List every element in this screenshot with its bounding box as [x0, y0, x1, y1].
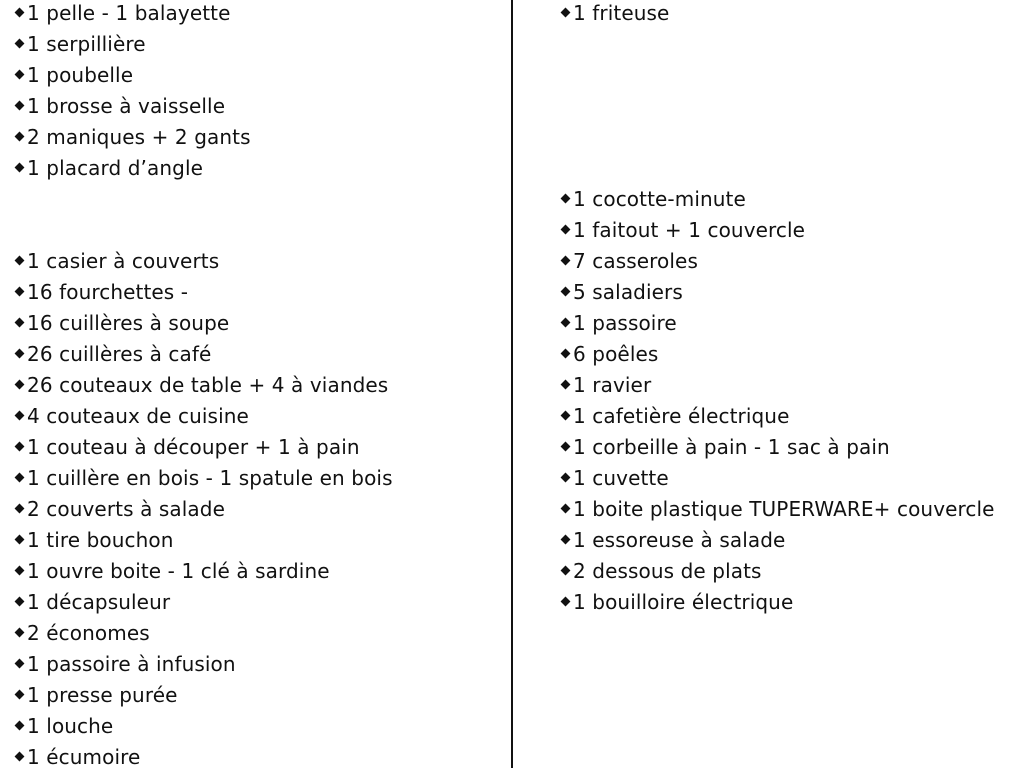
- list-item-label: 1 cuillère en bois - 1 spatule en bois: [27, 466, 393, 490]
- list-item-label: 1 tire bouchon: [27, 528, 174, 552]
- list-item: [560, 216, 805, 247]
- diamond-bullet-icon: [15, 380, 25, 390]
- list-item-label: 1 pelle - 1 balayette: [27, 1, 231, 25]
- list-item-label: 1 faitout + 1 couvercle: [573, 218, 806, 242]
- list-item: [14, 557, 330, 588]
- list-item-label: 1 ouvre boite - 1 clé à sardine: [27, 559, 330, 583]
- diamond-bullet-icon: [15, 39, 25, 49]
- diamond-bullet-icon: [15, 318, 25, 328]
- list-item-label: 1 bouilloire électrique: [573, 590, 794, 614]
- list-item-label: 1 ravier: [573, 373, 652, 397]
- diamond-bullet-icon: [15, 287, 25, 297]
- diamond-bullet-icon: [15, 349, 25, 359]
- list-item: [14, 495, 225, 526]
- list-item: [14, 154, 203, 185]
- list-item: [14, 650, 236, 681]
- list-item: [560, 278, 683, 309]
- diamond-bullet-icon: [15, 132, 25, 142]
- list-item: [560, 433, 890, 464]
- list-item: [560, 340, 658, 371]
- list-item-label: 1 passoire à infusion: [27, 652, 236, 676]
- diamond-bullet-icon: [561, 380, 571, 390]
- diamond-bullet-icon: [15, 70, 25, 80]
- list-item-label: 1 poubelle: [27, 63, 134, 87]
- column-divider: [511, 0, 513, 768]
- diamond-bullet-icon: [15, 535, 25, 545]
- diamond-bullet-icon: [561, 473, 571, 483]
- list-item-label: 1 passoire: [573, 311, 677, 335]
- diamond-bullet-icon: [15, 752, 25, 762]
- list-item: [14, 712, 113, 743]
- list-item: [14, 526, 174, 557]
- diamond-bullet-icon: [15, 659, 25, 669]
- list-item-label: 1 décapsuleur: [27, 590, 171, 614]
- list-item-label: 1 presse purée: [27, 683, 178, 707]
- diamond-bullet-icon: [15, 163, 25, 173]
- list-item: [14, 433, 360, 464]
- list-item: [560, 557, 762, 588]
- list-item-label: 1 brosse à vaisselle: [27, 94, 226, 118]
- list-item: [14, 619, 150, 650]
- list-item-label: 1 friteuse: [573, 1, 670, 25]
- diamond-bullet-icon: [561, 504, 571, 514]
- list-item-label: 1 cuvette: [573, 466, 669, 490]
- list-item: [560, 588, 793, 619]
- diamond-bullet-icon: [561, 442, 571, 452]
- list-item-label: 16 cuillères à soupe: [27, 311, 230, 335]
- list-item: [560, 402, 790, 433]
- diamond-bullet-icon: [561, 566, 571, 576]
- list-item: [560, 185, 746, 216]
- diamond-bullet-icon: [15, 256, 25, 266]
- list-item: [14, 464, 393, 495]
- list-item: [560, 526, 785, 557]
- list-item: [14, 309, 229, 340]
- list-item: [14, 0, 231, 30]
- list-item-label: 1 écumoire: [27, 745, 141, 769]
- list-item-label: 2 couverts à salade: [27, 497, 225, 521]
- diamond-bullet-icon: [15, 8, 25, 18]
- list-item-label: 1 boite plastique TUPERWARE+ couvercle: [573, 497, 995, 521]
- list-item-label: 26 cuillères à café: [27, 342, 212, 366]
- list-item-label: 1 louche: [27, 714, 114, 738]
- list-item: [14, 371, 388, 402]
- list-item-label: 1 couteau à découper + 1 à pain: [27, 435, 360, 459]
- list-item: [560, 464, 669, 495]
- list-item-label: 1 casier à couverts: [27, 249, 220, 273]
- list-item: [14, 340, 211, 371]
- list-item-label: 2 maniques + 2 gants: [27, 125, 251, 149]
- diamond-bullet-icon: [15, 597, 25, 607]
- list-item-label: 5 saladiers: [573, 280, 683, 304]
- list-item: [14, 588, 170, 619]
- diamond-bullet-icon: [561, 349, 571, 359]
- list-item-label: 26 couteaux de table + 4 à viandes: [27, 373, 389, 397]
- diamond-bullet-icon: [15, 628, 25, 638]
- diamond-bullet-icon: [561, 597, 571, 607]
- list-item: [560, 0, 669, 30]
- list-item-label: 1 cocotte-minute: [573, 187, 746, 211]
- list-item-label: 1 cafetière électrique: [573, 404, 790, 428]
- list-item-label: 1 serpillière: [27, 32, 146, 56]
- diamond-bullet-icon: [561, 535, 571, 545]
- list-item: [14, 681, 178, 712]
- diamond-bullet-icon: [15, 442, 25, 452]
- list-item-label: 2 économes: [27, 621, 150, 645]
- list-item-label: 16 fourchettes -: [27, 280, 189, 304]
- list-item: [14, 92, 225, 123]
- list-item: [560, 495, 995, 526]
- list-item: [560, 247, 698, 278]
- list-item: [14, 402, 249, 433]
- diamond-bullet-icon: [561, 287, 571, 297]
- list-item-label: 1 placard d’angle: [27, 156, 204, 180]
- list-item-label: 1 essoreuse à salade: [573, 528, 786, 552]
- diamond-bullet-icon: [561, 318, 571, 328]
- diamond-bullet-icon: [561, 8, 571, 18]
- list-item: [14, 743, 140, 774]
- list-item: [14, 123, 251, 154]
- diamond-bullet-icon: [15, 411, 25, 421]
- diamond-bullet-icon: [561, 411, 571, 421]
- list-item: [14, 247, 219, 278]
- diamond-bullet-icon: [15, 101, 25, 111]
- diamond-bullet-icon: [15, 566, 25, 576]
- list-item: [560, 309, 677, 340]
- list-item-label: 7 casseroles: [573, 249, 698, 273]
- diamond-bullet-icon: [561, 225, 571, 235]
- list-item: [14, 30, 146, 61]
- list-item-label: 4 couteaux de cuisine: [27, 404, 249, 428]
- list-item: [14, 278, 188, 309]
- diamond-bullet-icon: [15, 721, 25, 731]
- diamond-bullet-icon: [561, 194, 571, 204]
- list-item-label: 1 corbeille à pain - 1 sac à pain: [573, 435, 890, 459]
- list-item-label: 2 dessous de plats: [573, 559, 762, 583]
- diamond-bullet-icon: [15, 690, 25, 700]
- diamond-bullet-icon: [15, 504, 25, 514]
- list-item-label: 6 poêles: [573, 342, 659, 366]
- diamond-bullet-icon: [561, 256, 571, 266]
- diamond-bullet-icon: [15, 473, 25, 483]
- list-item: [14, 61, 133, 92]
- list-item: [560, 371, 651, 402]
